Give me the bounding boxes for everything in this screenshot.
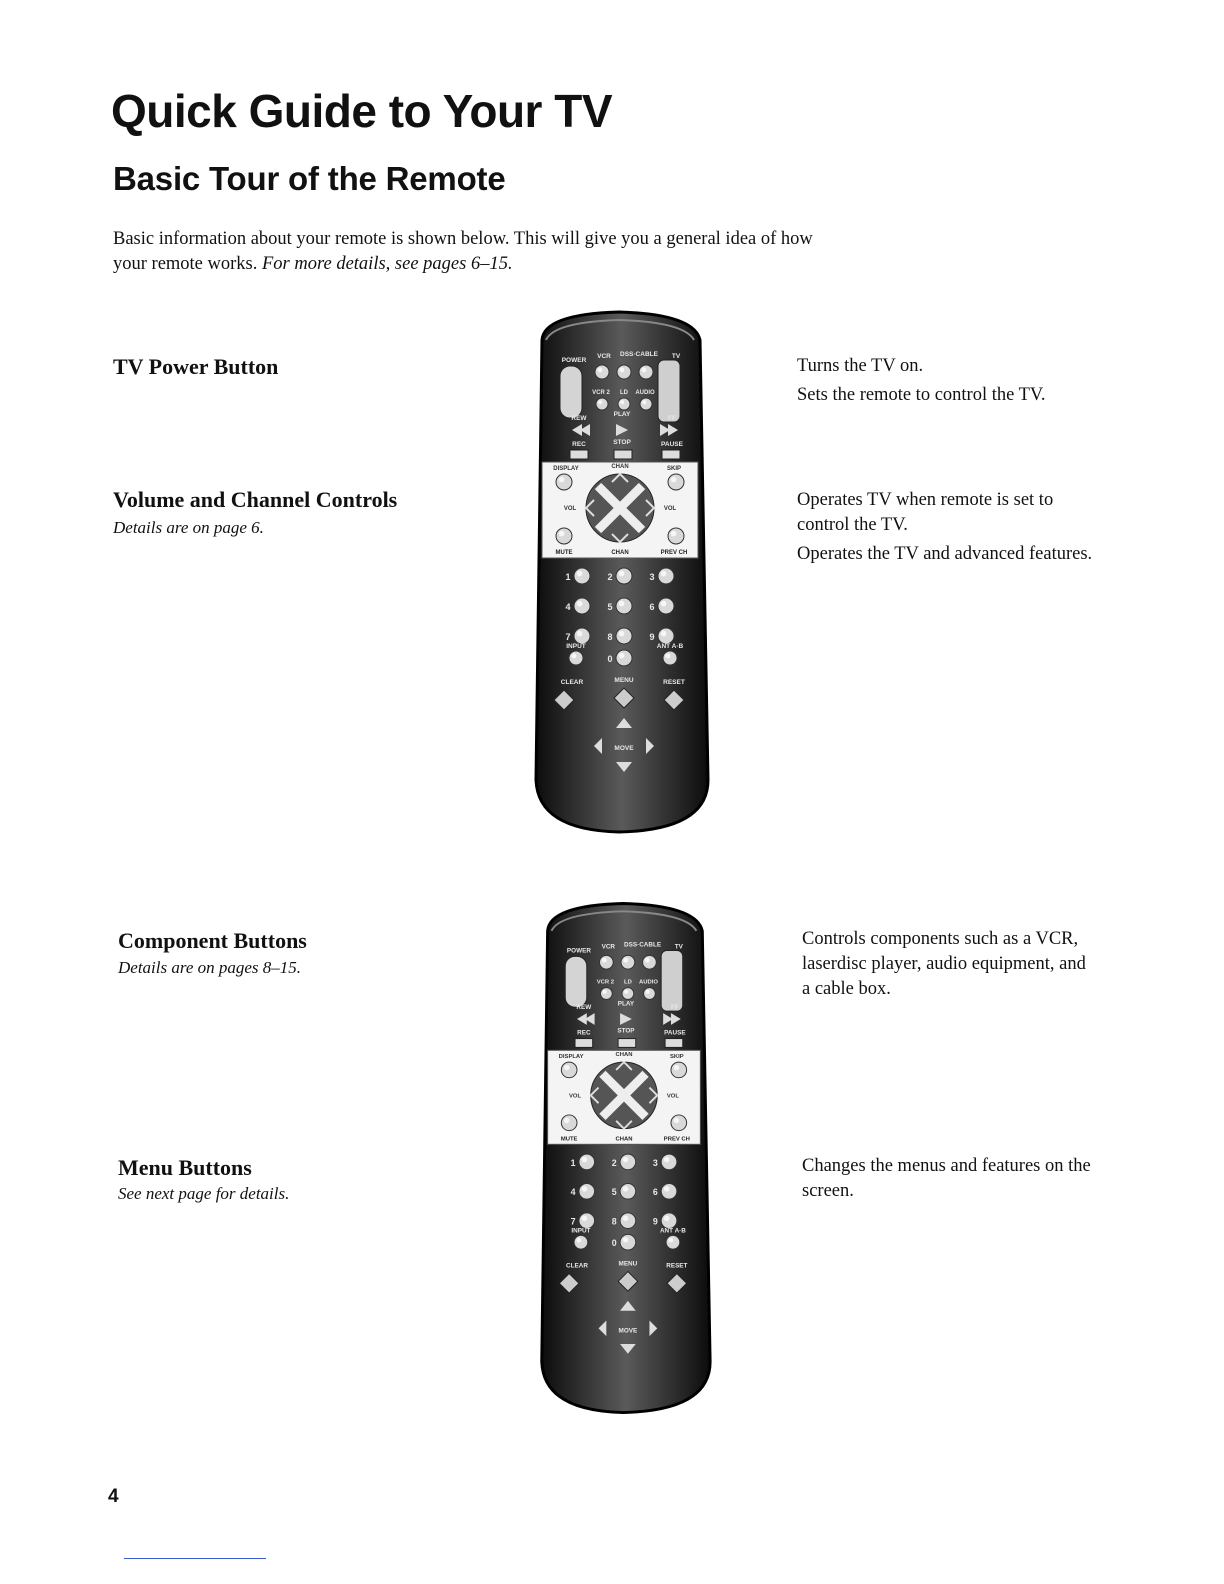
- remote-rew-label: REW: [576, 1004, 592, 1012]
- remote-vol-right-label: VOL: [666, 1093, 679, 1100]
- remote-digit-key-8: [620, 1213, 636, 1229]
- remote-digit-label-0: 0: [611, 1238, 617, 1249]
- volume-channel-description: [797, 488, 1107, 571]
- intro-reference: For more details, see pages 6–15.: [262, 254, 513, 274]
- remote-tv-key: [658, 360, 680, 422]
- power-desc-line-2: Sets the remote to control the TV.: [797, 385, 1046, 405]
- remote-audio-label: AUDIO: [639, 979, 658, 986]
- remote-vcr2-key: [596, 398, 608, 410]
- menu-desc-text: Changes the menus and features on the screen.: [802, 1156, 1091, 1201]
- remote-mute-key: [556, 528, 572, 544]
- remote-move-label: MOVE: [618, 1327, 638, 1335]
- remote-stop-key: [614, 450, 632, 459]
- remote-vcr2-label: VCR 2: [596, 979, 615, 986]
- menu-buttons-label: Menu Buttons: [118, 1155, 252, 1180]
- remote-digit-label-9: 9: [652, 1216, 658, 1227]
- footer-rule: [124, 1558, 266, 1559]
- remote-digit-key-9: [661, 1213, 677, 1229]
- intro-text: Basic information about your remote is shown below. This will give you a general idea of how your remote works.: [113, 229, 813, 274]
- remote-digit-label-0: 0: [607, 654, 613, 664]
- remote-digit-key-5: [616, 598, 632, 614]
- remote-digit-key-7: [579, 1213, 595, 1229]
- remote-digit-label-2: 2: [607, 572, 613, 582]
- remote-vcr-label: VCR: [597, 353, 611, 360]
- section-heading: Basic Tour of the Remote: [113, 160, 506, 197]
- remote-digit-label-7: 7: [570, 1216, 576, 1227]
- component-desc-text: Controls components such as a VCR, laserdisc player, audio equipment, and a cable box.: [802, 929, 1086, 999]
- remote-power-key: [565, 956, 587, 1007]
- remote-vol-left-label: VOL: [569, 1093, 582, 1100]
- remote-skip-key: [668, 474, 684, 490]
- remote-vcr2-label: VCR 2: [592, 390, 610, 396]
- remote-rew-label: REW: [571, 415, 587, 422]
- remote-input-label: INPUT: [566, 643, 586, 650]
- remote-dss-label: DSS·CABLE: [620, 351, 658, 358]
- remote-digit-label-6: 6: [652, 1187, 658, 1198]
- page-title: Quick Guide to Your TV: [111, 85, 613, 137]
- remote-tv-key: [661, 950, 683, 1011]
- remote-play-label: PLAY: [613, 411, 631, 418]
- remote-move-label: MOVE: [614, 745, 634, 752]
- remote-digit-label-3: 3: [652, 1157, 658, 1168]
- remote-digit-label-1: 1: [565, 572, 571, 582]
- remote-digit-key-1: [579, 1154, 595, 1170]
- remote-audio-key: [640, 398, 652, 410]
- remote-digit-label-7: 7: [565, 632, 571, 642]
- remote-input-key: [574, 1235, 588, 1249]
- remote-digit-label-6: 6: [649, 602, 655, 612]
- page-number: 4: [108, 1486, 119, 1507]
- remote-stop-label: STOP: [617, 1027, 635, 1035]
- remote-prevch-key: [668, 528, 684, 544]
- component-buttons-label: Component Buttons: [118, 928, 307, 953]
- remote-ant-key: [663, 651, 677, 665]
- volchan-desc-line-1: Operates TV when remote is set to control the TV.: [797, 490, 1054, 535]
- remote-audio-label: AUDIO: [635, 390, 655, 396]
- remote-vcr-label: VCR: [601, 943, 616, 951]
- remote-digit-key-8: [616, 628, 632, 644]
- intro-paragraph: [113, 227, 813, 277]
- remote-pause-label: PAUSE: [661, 441, 683, 448]
- remote-tv-label: TV: [671, 353, 681, 360]
- volume-channel-label: Volume and Channel Controls: [113, 487, 398, 512]
- remote-dss-label: DSS·CABLE: [624, 941, 662, 949]
- remote-power-label: POWER: [566, 947, 591, 955]
- remote-reset-label: RESET: [663, 679, 685, 686]
- remote-skip-key: [671, 1062, 687, 1078]
- remote-ld-key: [622, 988, 634, 1000]
- remote-digit-label-5: 5: [611, 1187, 617, 1198]
- remote-digit-key-3: [658, 568, 674, 584]
- menu-buttons-subnote: See next page for details.: [118, 1184, 290, 1203]
- tv-power-description: [797, 354, 1127, 412]
- remote-display-key: [561, 1062, 577, 1078]
- remote-ff-label: FF: [668, 415, 676, 422]
- component-buttons-description: [802, 927, 1092, 1006]
- remote-digit-label-4: 4: [565, 602, 571, 612]
- remote-stop-key: [618, 1039, 636, 1048]
- remote-play-label: PLAY: [617, 1000, 635, 1008]
- component-buttons-subnote: Details are on pages 8–15.: [118, 958, 302, 977]
- remote-clear-label: CLEAR: [560, 679, 584, 686]
- remote-vol-left-label: VOL: [563, 506, 577, 512]
- remote-vcr2-key: [600, 988, 612, 1000]
- remote-digit-key-5: [620, 1183, 636, 1199]
- remote-digit-label-5: 5: [607, 602, 613, 612]
- remote-rec-key: [570, 450, 588, 459]
- remote-input-key: [569, 651, 583, 665]
- remote-digit-key-6: [661, 1183, 677, 1199]
- remote-digit-key-1: [574, 568, 590, 584]
- remote-pause-key: [665, 1039, 683, 1048]
- remote-digit-label-8: 8: [607, 632, 613, 642]
- remote-mute-label: MUTE: [555, 550, 573, 556]
- power-desc-line-1: Turns the TV on.: [797, 356, 924, 376]
- remote-cable-key: [643, 955, 657, 969]
- remote-menu-label: MENU: [618, 1260, 638, 1268]
- remote-prevch-label: PREV CH: [660, 550, 688, 556]
- remote-input-label: INPUT: [571, 1227, 591, 1235]
- remote-display-label: DISPLAY: [558, 1054, 584, 1061]
- remote-ant-label: ANT A·B: [656, 643, 684, 650]
- tv-power-button-label: TV Power Button: [113, 354, 279, 379]
- remote-ant-key: [666, 1235, 680, 1249]
- remote-chan-bottom-label: CHAN: [615, 1136, 633, 1143]
- remote-ld-label: LD: [623, 979, 632, 986]
- remote-pause-label: PAUSE: [664, 1029, 686, 1037]
- remote-digit-key-0: [616, 650, 632, 666]
- remote-ant-label: ANT A·B: [659, 1227, 686, 1235]
- remote-skip-label: SKIP: [669, 1054, 684, 1061]
- remote-digit-label-3: 3: [649, 572, 655, 582]
- remote-digit-label-2: 2: [611, 1157, 617, 1168]
- remote-digit-key-7: [574, 628, 590, 644]
- remote-reset-label: RESET: [666, 1262, 688, 1270]
- remote-digit-key-9: [658, 628, 674, 644]
- remote-prevch-label: PREV CH: [663, 1136, 690, 1143]
- remote-tv-label: TV: [674, 943, 683, 951]
- remote-ld-key: [618, 398, 630, 410]
- remote-digit-key-2: [620, 1154, 636, 1170]
- remote-display-label: DISPLAY: [553, 466, 579, 472]
- remote-vcr-key: [595, 365, 609, 379]
- remote-digit-key-2: [616, 568, 632, 584]
- remote-power-key: [560, 366, 582, 418]
- remote-clear-label: CLEAR: [566, 1262, 588, 1270]
- remote-rec-key: [575, 1039, 593, 1048]
- remote-digit-label-1: 1: [570, 1157, 576, 1168]
- remote-pause-key: [662, 450, 680, 459]
- volchan-desc-line-2: Operates the TV and advanced features.: [797, 544, 1093, 564]
- remote-power-label: POWER: [561, 357, 587, 364]
- remote-vol-right-label: VOL: [663, 506, 677, 512]
- remote-ld-label: LD: [620, 390, 628, 396]
- remote-dss-key: [621, 955, 635, 969]
- remote-dss-key: [617, 365, 631, 379]
- remote-digit-key-6: [658, 598, 674, 614]
- remote-chan-bottom-label: CHAN: [611, 550, 629, 556]
- remote-digit-key-0: [620, 1234, 636, 1250]
- remote-cable-key: [639, 365, 653, 379]
- remote-skip-label: SKIP: [666, 466, 682, 472]
- remote-digit-key-3: [661, 1154, 677, 1170]
- remote-digit-label-4: 4: [570, 1187, 576, 1198]
- remote-digit-label-8: 8: [611, 1216, 617, 1227]
- remote-vcr-key: [600, 955, 614, 969]
- menu-buttons-description: [802, 1154, 1102, 1208]
- remote-display-key: [556, 474, 572, 490]
- remote-digit-label-9: 9: [649, 632, 655, 642]
- remote-digit-key-4: [574, 598, 590, 614]
- volume-channel-subnote: Details are on page 6.: [113, 518, 264, 537]
- remote-mute-label: MUTE: [560, 1136, 578, 1143]
- remote-digit-key-4: [579, 1183, 595, 1199]
- remote-rec-label: REC: [572, 441, 586, 448]
- remote-audio-key: [644, 988, 656, 1000]
- remote-stop-label: STOP: [613, 439, 631, 446]
- remote-chan-label: CHAN: [611, 464, 629, 470]
- remote-image-2: [530, 896, 716, 1421]
- remote-menu-label: MENU: [614, 677, 634, 684]
- remote-rec-label: REC: [577, 1029, 591, 1037]
- remote-chan-label: CHAN: [615, 1052, 633, 1059]
- remote-image-1: [524, 310, 714, 835]
- remote-mute-key: [561, 1115, 577, 1131]
- remote-prevch-key: [671, 1115, 687, 1131]
- remote-ff-label: FF: [670, 1004, 679, 1012]
